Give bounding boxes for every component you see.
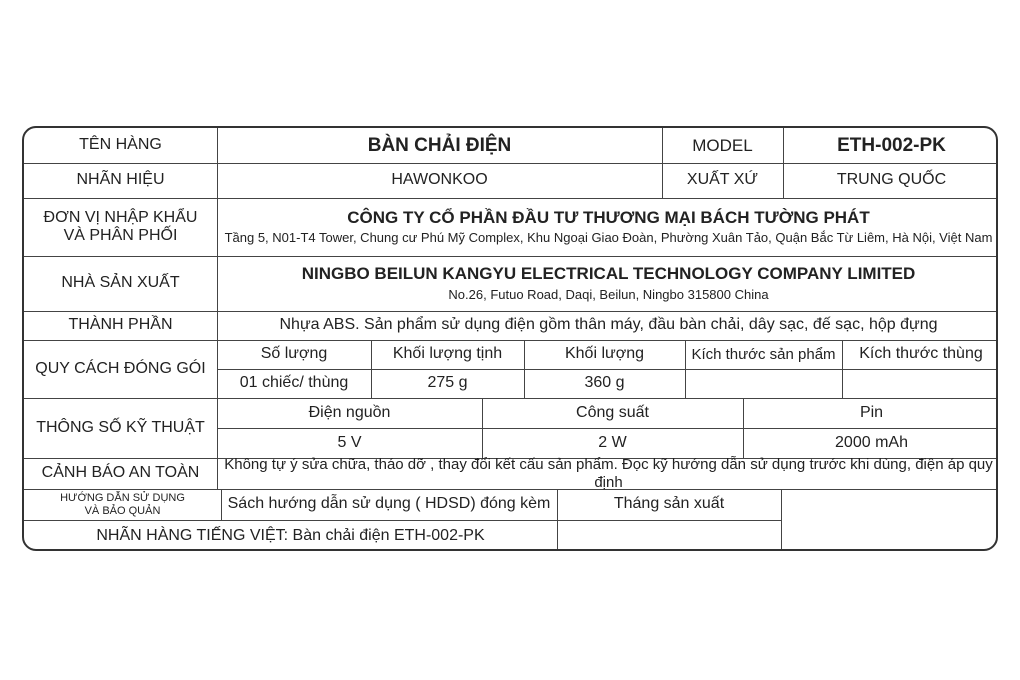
packing-header-carton-size: Kích thước thùng bbox=[859, 345, 983, 363]
manufacturer-info bbox=[217, 256, 998, 311]
mfg-month-label: Tháng sản xuất bbox=[613, 495, 725, 513]
packing-header-product-size: Kích thước sản phẩm bbox=[691, 345, 836, 363]
packing-header-net-weight: Khối lượng tịnh bbox=[392, 345, 503, 363]
importer-name: CÔNG TY CỔ PHẦN ĐẦU TƯ THƯƠNG MẠI BÁCH TƯỜNG PHÁT bbox=[347, 207, 870, 227]
composition-label: THÀNH PHẦN bbox=[68, 316, 173, 334]
composition-value: Nhựa ABS. Sản phẩm sử dụng điện gồm thân máy, đầu bàn chải, dây sạc, đế sạc, hộp đựng bbox=[279, 316, 938, 334]
specs-label: THÔNG SỐ KỸ THUẬT bbox=[36, 418, 205, 436]
packing-value-product-size bbox=[685, 369, 842, 398]
brand-value: HAWONKOO bbox=[391, 171, 488, 189]
manufacturer-label: NHÀ SẢN XUẤT bbox=[61, 274, 180, 292]
spec-header-power-source: Điện nguồn bbox=[308, 403, 391, 421]
spec-header-wattage: Công suất bbox=[576, 403, 649, 421]
spec-header-battery: Pin bbox=[859, 403, 884, 421]
manufacturer-address: No.26, Futuo Road, Daqi, Beilun, Ningbo 315800 China bbox=[448, 286, 769, 302]
spec-value-power-source: 5 V bbox=[337, 433, 362, 451]
packing-label: QUY CÁCH ĐÓNG GÓI bbox=[35, 359, 206, 377]
origin-value: TRUNG QUỐC bbox=[836, 171, 947, 189]
packing-value-carton-size bbox=[842, 369, 998, 398]
guide-label bbox=[24, 489, 221, 520]
origin-label: XUẤT XỨ bbox=[686, 171, 759, 189]
model-value: ETH-002-PK bbox=[837, 134, 946, 156]
vietnamese-label-line: NHÃN HÀNG TIẾNG VIỆT: Bàn chải điện ETH-002-PK bbox=[96, 527, 485, 545]
mfg-month-value bbox=[557, 520, 781, 551]
importer-address: Tầng 5, N01-T4 Tower, Chung cư Phú Mỹ Complex, Khu Ngoại Giao Đoàn, Phường Xuân Tảo, Quận Bắc Từ Liêm, Hà Nội, Việt Nam bbox=[224, 230, 993, 246]
packing-value-weight: 360 g bbox=[584, 374, 625, 392]
brand-label: NHÃN HIỆU bbox=[76, 171, 165, 189]
importer-label-line2: VÀ PHÂN PHỐI bbox=[63, 227, 178, 244]
guide-label-line2: VÀ BẢO QUẢN bbox=[84, 504, 161, 517]
spec-value-wattage: 2 W bbox=[598, 433, 627, 451]
product-label bbox=[22, 126, 998, 551]
packing-value-net-weight: 275 g bbox=[427, 374, 468, 392]
model-label: MODEL bbox=[692, 135, 753, 155]
warning-label: CẢNH BÁO AN TOÀN bbox=[41, 464, 200, 482]
packing-header-weight: Khối lượng bbox=[564, 345, 645, 363]
importer-info bbox=[217, 198, 998, 256]
importer-label-line1: ĐƠN VỊ NHẬP KHẨU bbox=[43, 208, 198, 226]
spec-value-battery: 2000 mAh bbox=[835, 433, 908, 451]
packing-header-quantity: Số lượng bbox=[260, 345, 328, 363]
product-name-value: BÀN CHẢI ĐIỆN bbox=[367, 134, 512, 156]
manufacturer-name: NINGBO BEILUN KANGYU ELECTRICAL TECHNOLOGY COMPANY LIMITED bbox=[301, 264, 916, 284]
importer-label bbox=[24, 198, 217, 256]
guide-label-line1: HƯỚNG DẪN SỬ DỤNG bbox=[60, 491, 185, 504]
warning-value: Không tự ý sửa chữa, tháo dỡ , thay đổi kết cấu sản phẩm. Đọc kỹ hướng dẫn sử dụng trước khi dùng, điện áp quy định bbox=[224, 456, 993, 491]
packing-value-quantity: 01 chiếc/ thùng bbox=[239, 374, 349, 392]
guide-value: Sách hướng dẫn sử dụng ( HDSD) đóng kèm bbox=[227, 495, 551, 513]
product-name-label: TÊN HÀNG bbox=[79, 136, 162, 154]
